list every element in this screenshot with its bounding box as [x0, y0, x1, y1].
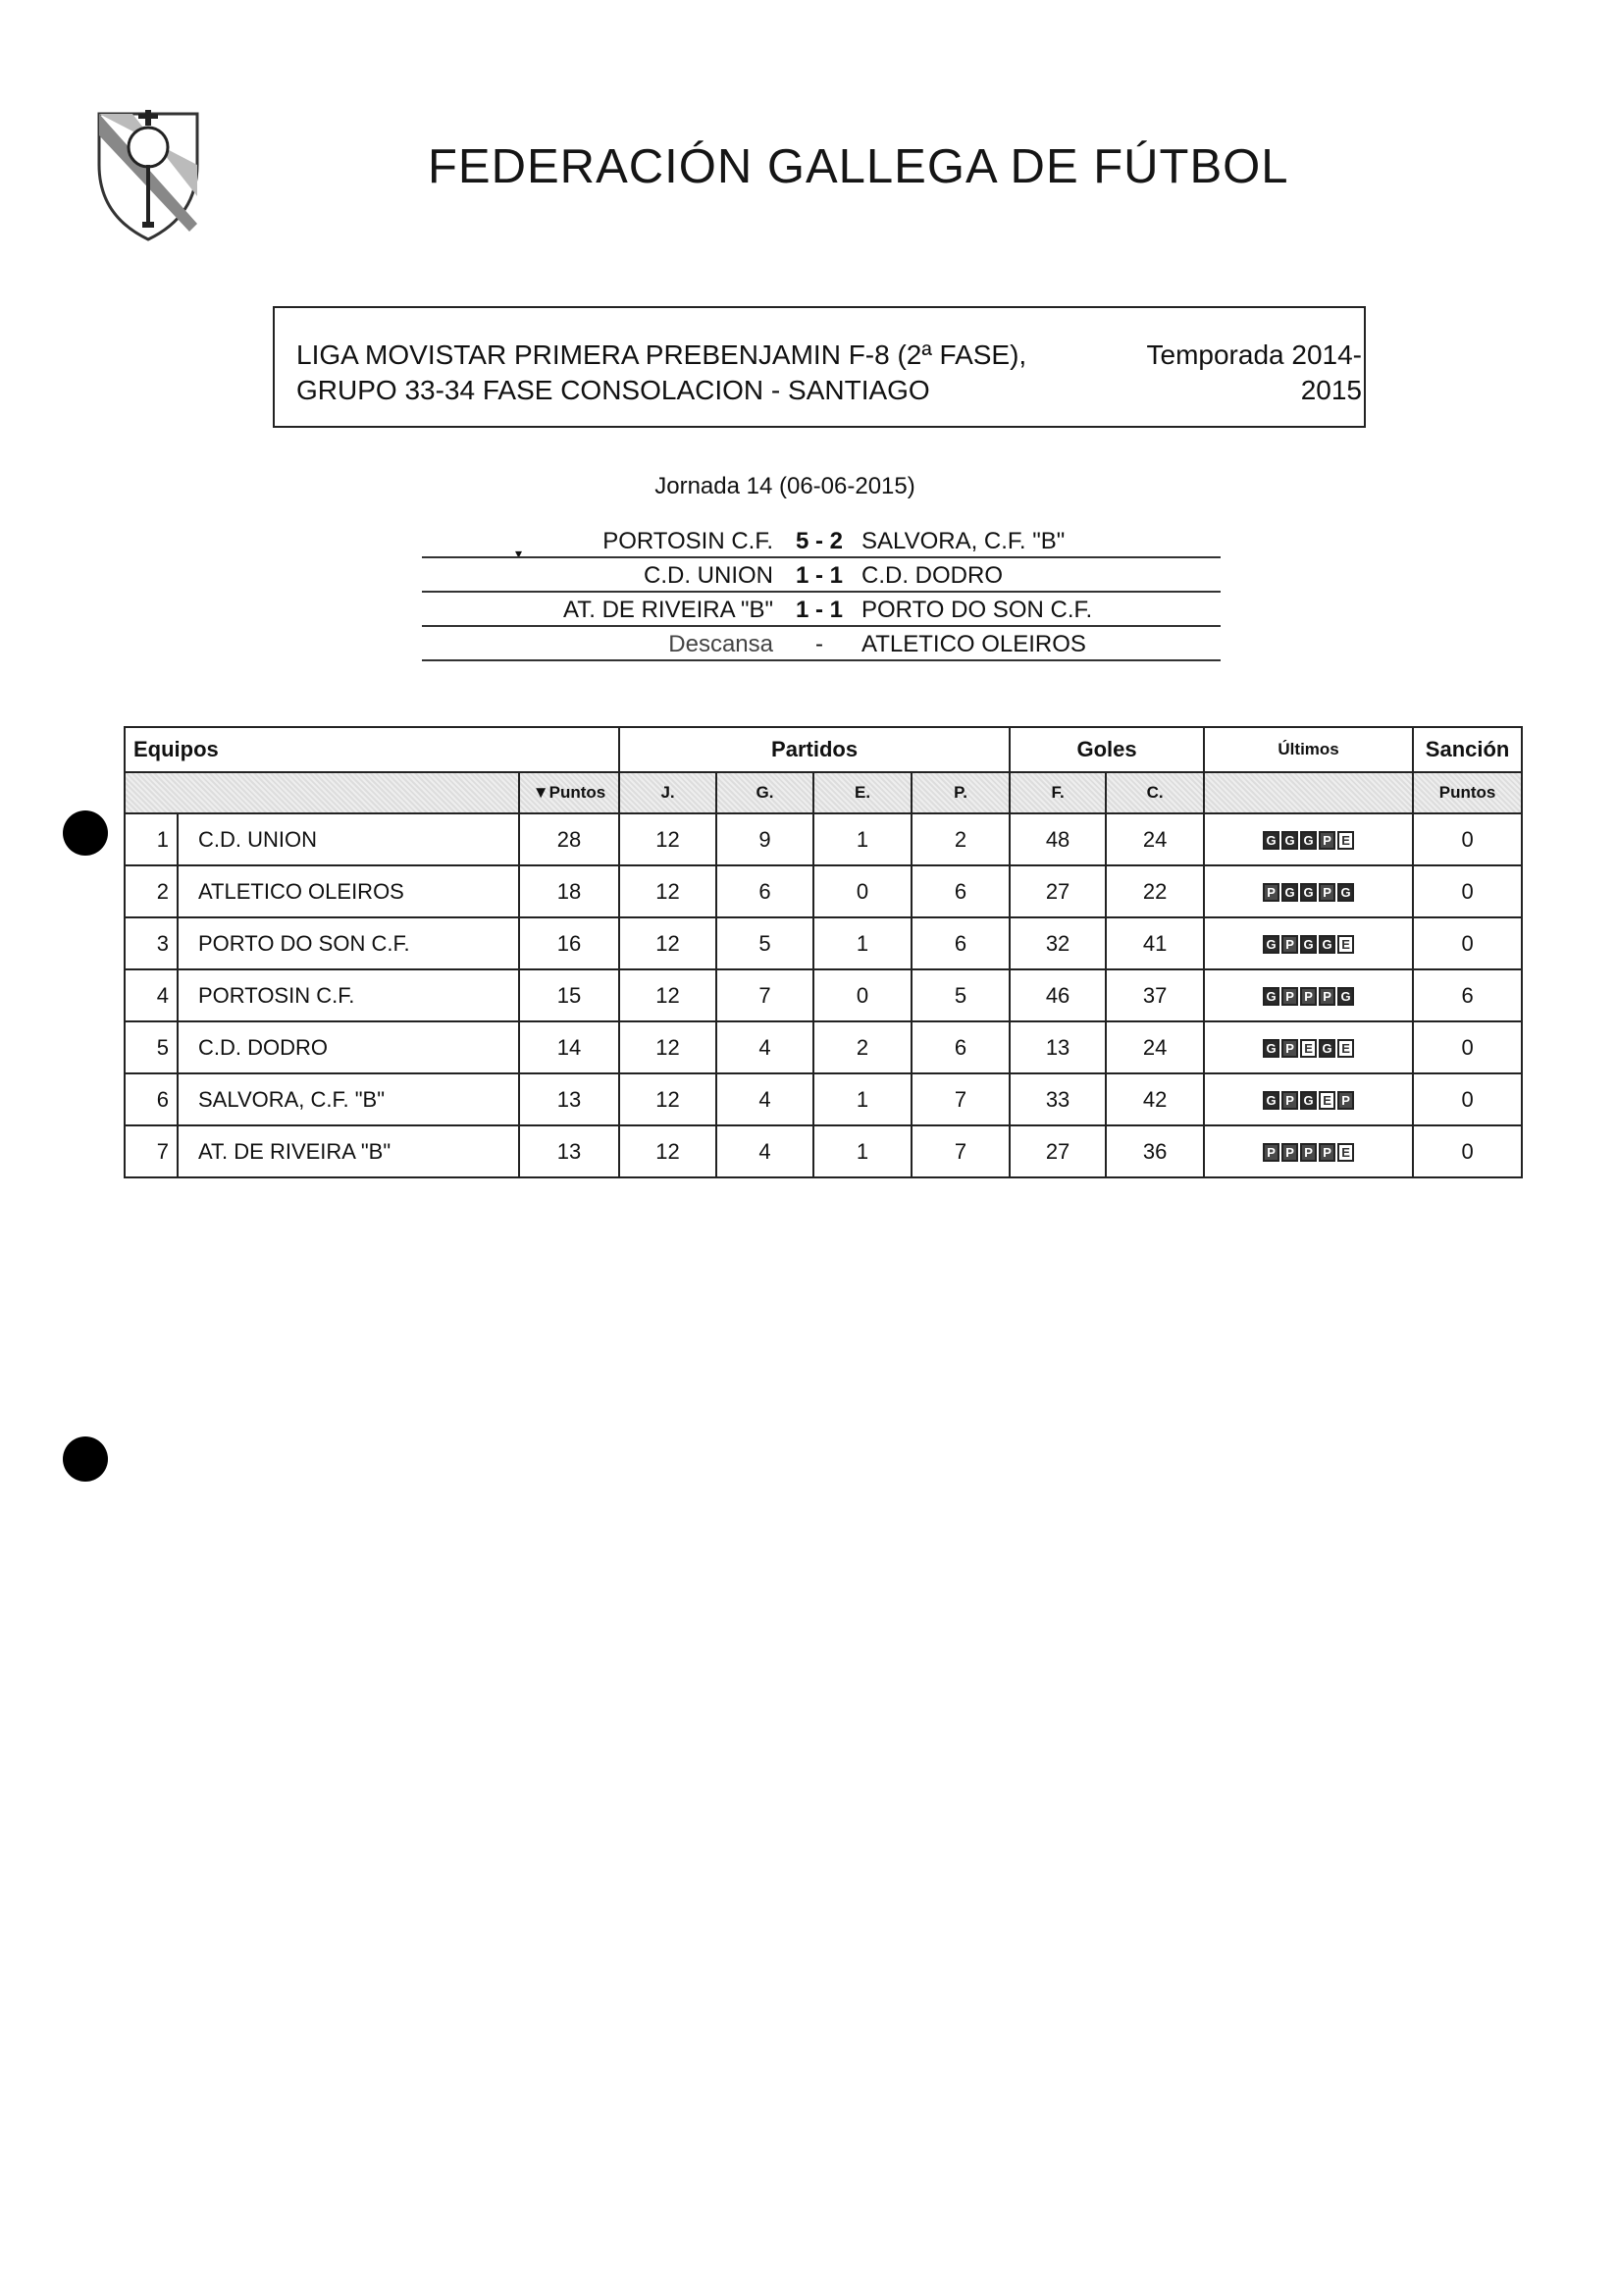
- goals-against-cell: 24: [1106, 1021, 1204, 1073]
- drawn-cell: 1: [813, 1073, 912, 1125]
- points-cell: 15: [519, 969, 619, 1021]
- team-name-cell: C.D. DODRO: [178, 1021, 519, 1073]
- away-team: C.D. DODRO: [861, 562, 1003, 589]
- header-sanction-points: Puntos: [1413, 772, 1522, 813]
- team-name-cell: PORTO DO SON C.F.: [178, 917, 519, 969]
- won-cell: 4: [716, 1125, 813, 1177]
- position-cell: 7: [125, 1125, 178, 1177]
- table-row: [125, 1021, 1522, 1073]
- won-cell: 4: [716, 1073, 813, 1125]
- position-cell: 6: [125, 1073, 178, 1125]
- played-cell: 12: [619, 813, 716, 865]
- goals-against-cell: 24: [1106, 813, 1204, 865]
- match-results: [422, 524, 1221, 661]
- header-goals-for: F.: [1010, 772, 1106, 813]
- goals-against-cell: 41: [1106, 917, 1204, 969]
- result-chip: P: [1281, 935, 1298, 954]
- result-chip: E: [1337, 1143, 1354, 1162]
- drawn-cell: 1: [813, 917, 912, 969]
- match-score: 1 - 1: [795, 562, 844, 589]
- result-chip: E: [1300, 1039, 1317, 1058]
- result-chip: P: [1263, 1143, 1279, 1162]
- position-cell: 1: [125, 813, 178, 865]
- drawn-cell: 0: [813, 865, 912, 917]
- header-goals-against: C.: [1106, 772, 1204, 813]
- played-cell: 12: [619, 969, 716, 1021]
- header-last: Últimos: [1204, 727, 1413, 772]
- goals-against-cell: 37: [1106, 969, 1204, 1021]
- points-cell: 28: [519, 813, 619, 865]
- form-strip: [1263, 935, 1354, 954]
- sanction-cell: 6: [1413, 969, 1522, 1021]
- lost-cell: 7: [912, 1073, 1010, 1125]
- won-cell: 4: [716, 1021, 813, 1073]
- league-info-box: [273, 306, 1366, 428]
- last-results-cell: [1204, 917, 1413, 969]
- result-chip: P: [1281, 1091, 1298, 1110]
- result-chip: P: [1281, 987, 1298, 1006]
- team-name-cell: SALVORA, C.F. "B": [178, 1073, 519, 1125]
- goals-for-cell: 32: [1010, 917, 1106, 969]
- points-cell: 13: [519, 1073, 619, 1125]
- round-title: Jornada 14 (06-06-2015): [654, 473, 915, 499]
- match-score: 1 - 1: [795, 597, 844, 623]
- header-lost: P.: [912, 772, 1010, 813]
- result-chip: P: [1337, 1091, 1354, 1110]
- result-chip: G: [1337, 987, 1354, 1006]
- result-chip: E: [1337, 1039, 1354, 1058]
- punch-hole: [63, 810, 108, 856]
- header-points[interactable]: [519, 772, 619, 813]
- goals-against-cell: 22: [1106, 865, 1204, 917]
- header-matches: Partidos: [619, 727, 1010, 772]
- header-points-label: Puntos: [548, 783, 606, 802]
- sanction-cell: 0: [1413, 917, 1522, 969]
- played-cell: 12: [619, 1125, 716, 1177]
- goals-against-cell: 36: [1106, 1125, 1204, 1177]
- table-row: [125, 1125, 1522, 1177]
- result-chip: G: [1300, 831, 1317, 850]
- last-results-cell: [1204, 969, 1413, 1021]
- result-chip: G: [1263, 1039, 1279, 1058]
- result-chip: P: [1281, 1039, 1298, 1058]
- team-name-cell: ATLETICO OLEIROS: [178, 865, 519, 917]
- league-name: LIGA MOVISTAR PRIMERA PREBENJAMIN F-8 (2ª FASE), GRUPO 33-34 FASE CONSOLACION - SANTIAGO: [296, 339, 1027, 405]
- result-chip: P: [1319, 1143, 1335, 1162]
- position-cell: 5: [125, 1021, 178, 1073]
- position-cell: 3: [125, 917, 178, 969]
- result-chip: G: [1300, 1091, 1317, 1110]
- sanction-cell: 0: [1413, 865, 1522, 917]
- federation-title: FEDERACIÓN GALLEGA DE FÚTBOL: [428, 140, 1289, 193]
- table-row: [125, 813, 1522, 865]
- result-chip: E: [1337, 831, 1354, 850]
- result-chip: G: [1300, 883, 1317, 902]
- form-strip: [1263, 831, 1354, 850]
- goals-against-cell: 42: [1106, 1073, 1204, 1125]
- match-score: 5 - 2: [795, 528, 844, 554]
- result-chip: E: [1337, 935, 1354, 954]
- drawn-cell: 0: [813, 969, 912, 1021]
- resting-team: ATLETICO OLEIROS: [861, 631, 1086, 657]
- result-chip: G: [1263, 831, 1279, 850]
- match-row: [422, 627, 1221, 661]
- lost-cell: 6: [912, 865, 1010, 917]
- result-chip: P: [1281, 1143, 1298, 1162]
- result-chip: G: [1281, 831, 1298, 850]
- last-results-cell: [1204, 1125, 1413, 1177]
- standings-group-header: [125, 727, 1522, 772]
- result-chip: P: [1319, 883, 1335, 902]
- drawn-cell: 1: [813, 1125, 912, 1177]
- sanction-cell: 0: [1413, 813, 1522, 865]
- team-name-cell: PORTOSIN C.F.: [178, 969, 519, 1021]
- last-results-cell: [1204, 1021, 1413, 1073]
- last-results-cell: [1204, 865, 1413, 917]
- lost-cell: 6: [912, 1021, 1010, 1073]
- federation-crest-logo: [93, 106, 203, 243]
- position-cell: 2: [125, 865, 178, 917]
- header-goals: Goles: [1010, 727, 1204, 772]
- form-strip: [1263, 1039, 1354, 1058]
- result-chip: G: [1319, 1039, 1335, 1058]
- drawn-cell: 1: [813, 813, 912, 865]
- home-team: AT. DE RIVEIRA "B": [563, 597, 773, 623]
- result-chip: E: [1319, 1091, 1335, 1110]
- result-chip: P: [1300, 1143, 1317, 1162]
- result-chip: G: [1300, 935, 1317, 954]
- result-chip: P: [1319, 831, 1335, 850]
- lost-cell: 7: [912, 1125, 1010, 1177]
- home-team: C.D. UNION: [644, 562, 773, 589]
- match-row: [422, 524, 1221, 558]
- header-last-blank: [1204, 772, 1413, 813]
- won-cell: 6: [716, 865, 813, 917]
- standings-table: [124, 726, 1523, 1178]
- sort-desc-icon: ▼: [532, 783, 549, 802]
- header-teams: Equipos: [125, 727, 619, 772]
- header-drawn: E.: [813, 772, 912, 813]
- table-row: [125, 1073, 1522, 1125]
- match-score: -: [815, 631, 823, 657]
- result-chip: P: [1300, 987, 1317, 1006]
- goals-for-cell: 13: [1010, 1021, 1106, 1073]
- result-chip: G: [1263, 1091, 1279, 1110]
- goals-for-cell: 48: [1010, 813, 1106, 865]
- played-cell: 12: [619, 1021, 716, 1073]
- won-cell: 7: [716, 969, 813, 1021]
- header-sanction: Sanción: [1413, 727, 1522, 772]
- result-chip: G: [1337, 883, 1354, 902]
- lost-cell: 5: [912, 969, 1010, 1021]
- form-strip: [1263, 1091, 1354, 1110]
- goals-for-cell: 46: [1010, 969, 1106, 1021]
- played-cell: 12: [619, 917, 716, 969]
- goals-for-cell: 33: [1010, 1073, 1106, 1125]
- standings-sub-header: [125, 772, 1522, 813]
- table-row: [125, 865, 1522, 917]
- played-cell: 12: [619, 865, 716, 917]
- scan-mark: ▾: [515, 546, 523, 561]
- match-row: [422, 593, 1221, 627]
- result-chip: P: [1319, 987, 1335, 1006]
- sanction-cell: 0: [1413, 1125, 1522, 1177]
- last-results-cell: [1204, 813, 1413, 865]
- header-blank: [125, 772, 519, 813]
- points-cell: 14: [519, 1021, 619, 1073]
- won-cell: 5: [716, 917, 813, 969]
- points-cell: 18: [519, 865, 619, 917]
- form-strip: [1263, 987, 1354, 1006]
- won-cell: 9: [716, 813, 813, 865]
- away-team: SALVORA, C.F. "B": [861, 528, 1066, 554]
- team-name-cell: C.D. UNION: [178, 813, 519, 865]
- points-cell: 16: [519, 917, 619, 969]
- lost-cell: 6: [912, 917, 1010, 969]
- points-cell: 13: [519, 1125, 619, 1177]
- sanction-cell: 0: [1413, 1073, 1522, 1125]
- result-chip: G: [1263, 935, 1279, 954]
- result-chip: G: [1281, 883, 1298, 902]
- season-label: Temporada 2014-2015: [1146, 339, 1362, 405]
- result-chip: G: [1319, 935, 1335, 954]
- header-played: J.: [619, 772, 716, 813]
- result-chip: P: [1263, 883, 1279, 902]
- drawn-cell: 2: [813, 1021, 912, 1073]
- form-strip: [1263, 883, 1354, 902]
- result-chip: G: [1263, 987, 1279, 1006]
- home-team: PORTOSIN C.F.: [602, 528, 773, 554]
- goals-for-cell: 27: [1010, 865, 1106, 917]
- table-row: [125, 917, 1522, 969]
- match-row: [422, 558, 1221, 593]
- header-won: G.: [716, 772, 813, 813]
- last-results-cell: [1204, 1073, 1413, 1125]
- table-row: [125, 969, 1522, 1021]
- played-cell: 12: [619, 1073, 716, 1125]
- sanction-cell: 0: [1413, 1021, 1522, 1073]
- lost-cell: 2: [912, 813, 1010, 865]
- form-strip: [1263, 1143, 1354, 1162]
- goals-for-cell: 27: [1010, 1125, 1106, 1177]
- punch-hole: [63, 1436, 108, 1482]
- away-team: PORTO DO SON C.F.: [861, 597, 1093, 623]
- team-name-cell: AT. DE RIVEIRA "B": [178, 1125, 519, 1177]
- rest-label: Descansa: [668, 631, 773, 657]
- position-cell: 4: [125, 969, 178, 1021]
